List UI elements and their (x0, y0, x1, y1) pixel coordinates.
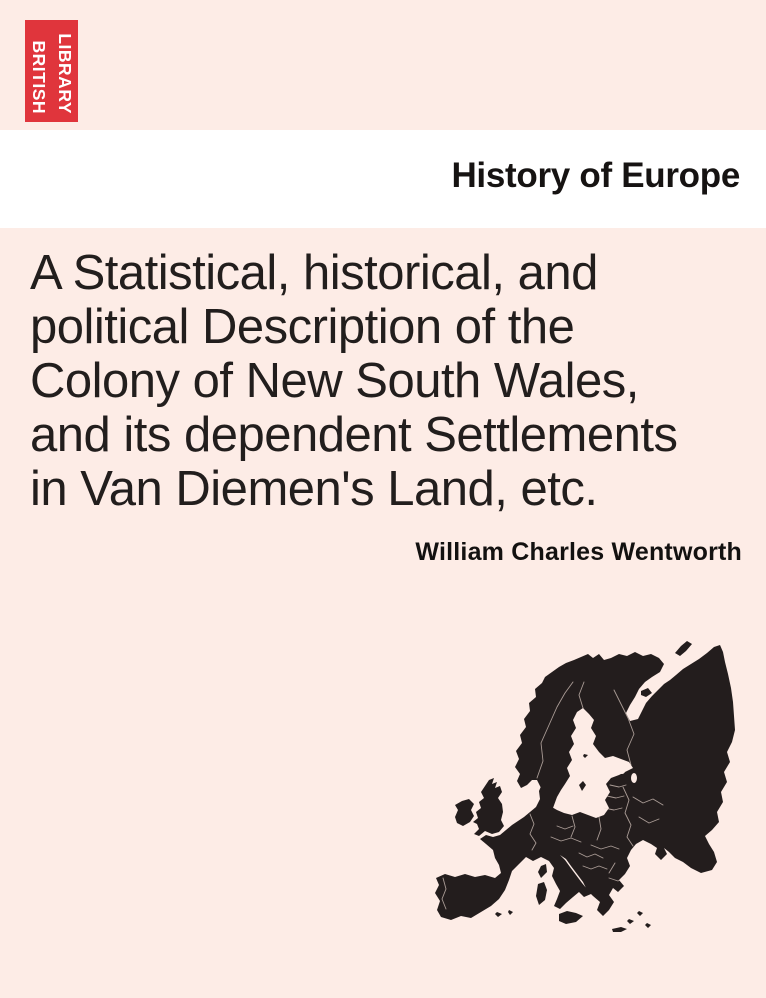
great-britain-island (473, 778, 504, 836)
sicily-island (559, 911, 583, 924)
title-line-2: political Description of the (30, 300, 575, 354)
logo-word-library: LIBRARY (54, 33, 75, 114)
sardinia-island (536, 882, 547, 905)
gotland-island (579, 781, 586, 791)
category-label: History of Europe (451, 156, 740, 195)
title-line-4: and its dependent Settlements (30, 408, 678, 462)
aegean-islands (627, 911, 651, 928)
book-title (30, 246, 746, 516)
title-line-5: in Van Diemen's Land, etc. (30, 462, 598, 516)
logo-word-british: BRITISH (28, 40, 49, 114)
british-library-logo (25, 20, 78, 122)
aland-islands (583, 754, 588, 758)
british-library-logo-text (26, 21, 78, 121)
corsica-island (538, 864, 547, 878)
balearic-islands (495, 910, 513, 917)
category-band (0, 130, 766, 228)
crete-island (612, 927, 627, 932)
ireland-island (455, 799, 474, 826)
europe-mainland (435, 645, 735, 920)
title-line-1: A Statistical, historical, and (30, 246, 598, 300)
author-name: William Charles Wentworth (415, 538, 742, 566)
title-line-3: Colony of New South Wales, (30, 354, 639, 408)
europe-map-silhouette (433, 637, 737, 933)
lake-ladoga (618, 762, 626, 774)
lake-onega (631, 773, 637, 783)
